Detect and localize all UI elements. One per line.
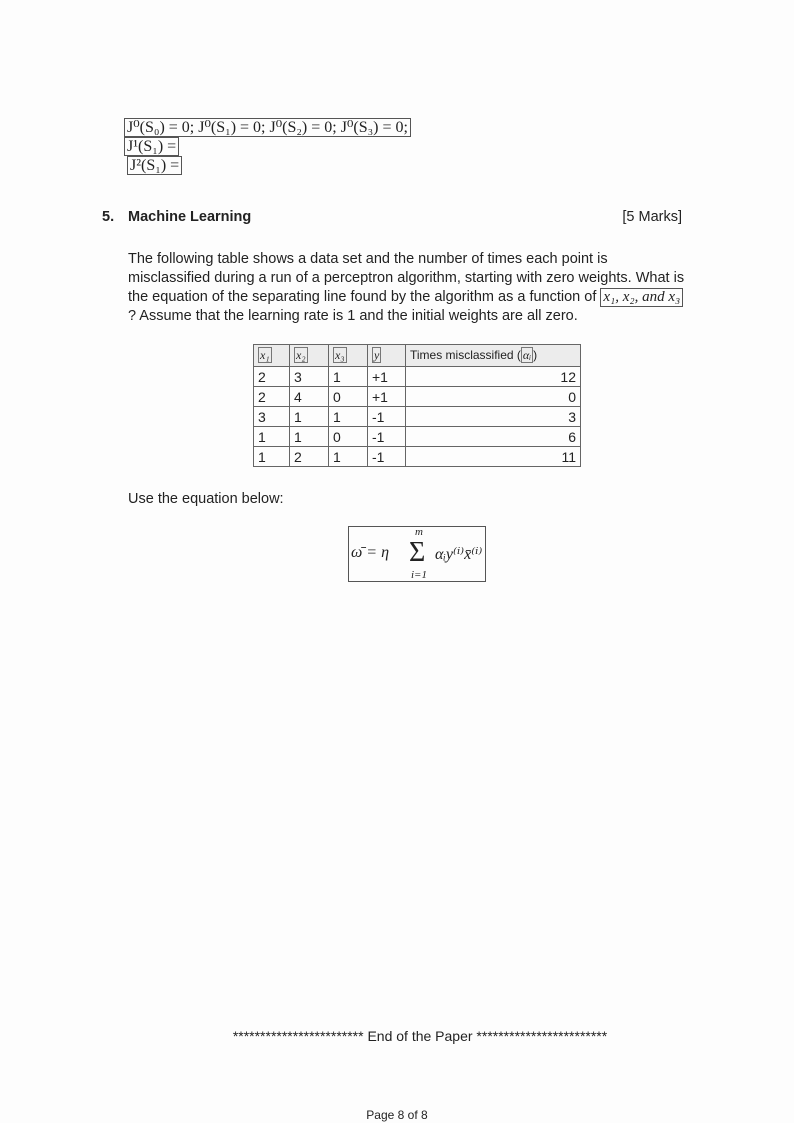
header-x1: x₁ <box>260 348 270 362</box>
body-text-end: ? Assume that the learning rate is 1 and the initial weights are all zero. <box>128 308 578 324</box>
table-cell: -1 <box>368 447 406 467</box>
header-alpha: αᵢ <box>522 348 532 362</box>
table-cell: 3 <box>254 407 290 427</box>
table-row <box>254 407 581 427</box>
table-row <box>254 447 581 467</box>
table-cell: 1 <box>329 447 368 467</box>
table-cell: 1 <box>329 367 368 387</box>
table-cell: -1 <box>368 427 406 447</box>
header-times: Times misclassified ( αᵢ ) <box>406 345 581 367</box>
answer-line-3: J²(S₁) = <box>127 156 182 175</box>
answer-line-1: J⁰(S₀) = 0; J⁰(S₁) = 0; J⁰(S₂) = 0; J⁰(S₃) = 0; <box>124 118 411 137</box>
header-times-label: Times misclassified <box>410 348 514 362</box>
header-x3: x₃ <box>335 348 345 362</box>
equation-box <box>348 526 486 582</box>
table-cell: 1 <box>290 427 329 447</box>
data-table <box>253 344 581 467</box>
table-cell: 4 <box>290 387 329 407</box>
table-cell: 0 <box>406 387 581 407</box>
table-cell: 2 <box>290 447 329 467</box>
table-row <box>254 367 581 387</box>
table-cell: 0 <box>329 387 368 407</box>
variables: x₁, x₂, and x₃ <box>600 288 683 307</box>
sum-upper: m <box>415 526 423 538</box>
table-cell: 12 <box>406 367 581 387</box>
table-cell: 3 <box>290 367 329 387</box>
table-cell: 0 <box>329 427 368 447</box>
end-of-paper: ************************ End of the Paper ************************ <box>232 1028 608 1044</box>
table-cell: 1 <box>329 407 368 427</box>
equation-lhs: ω̄ = η <box>351 544 390 561</box>
table-cell: 3 <box>406 407 581 427</box>
table-cell: 2 <box>254 387 290 407</box>
table-cell: +1 <box>368 367 406 387</box>
table-cell: +1 <box>368 387 406 407</box>
table-cell: 1 <box>254 427 290 447</box>
table-cell: 11 <box>406 447 581 467</box>
header-x2: x₂ <box>296 348 306 362</box>
page-number: Page 8 of 8 <box>366 1108 428 1122</box>
sum-lower: i=1 <box>411 569 427 581</box>
use-equation-text: Use the equation below: <box>128 491 284 507</box>
question-body <box>128 250 688 326</box>
question-title: Machine Learning <box>128 209 252 225</box>
question-marks: [5 Marks] <box>622 209 682 225</box>
table-cell: 1 <box>254 447 290 467</box>
sum-symbol: Σ <box>409 537 426 568</box>
table-cell: 6 <box>406 427 581 447</box>
table-row <box>254 427 581 447</box>
table-cell: 1 <box>290 407 329 427</box>
equation-term: αᵢy⁽ⁱ⁾x̄⁽ⁱ⁾ <box>435 546 483 563</box>
table-row <box>254 387 581 407</box>
question-number: 5. <box>102 209 115 225</box>
header-y: y <box>374 348 380 362</box>
answer-block <box>124 118 411 175</box>
body-text: The following table shows a data set and the number of times each point is misclassified during a run of a perceptron algorithm, starting with zero weights. What is the equation of the separating line found by the algorithm as a function of <box>128 251 685 305</box>
table-cell: 2 <box>254 367 290 387</box>
answer-line-2: J¹(S₁) = <box>124 137 179 156</box>
table-cell: -1 <box>368 407 406 427</box>
